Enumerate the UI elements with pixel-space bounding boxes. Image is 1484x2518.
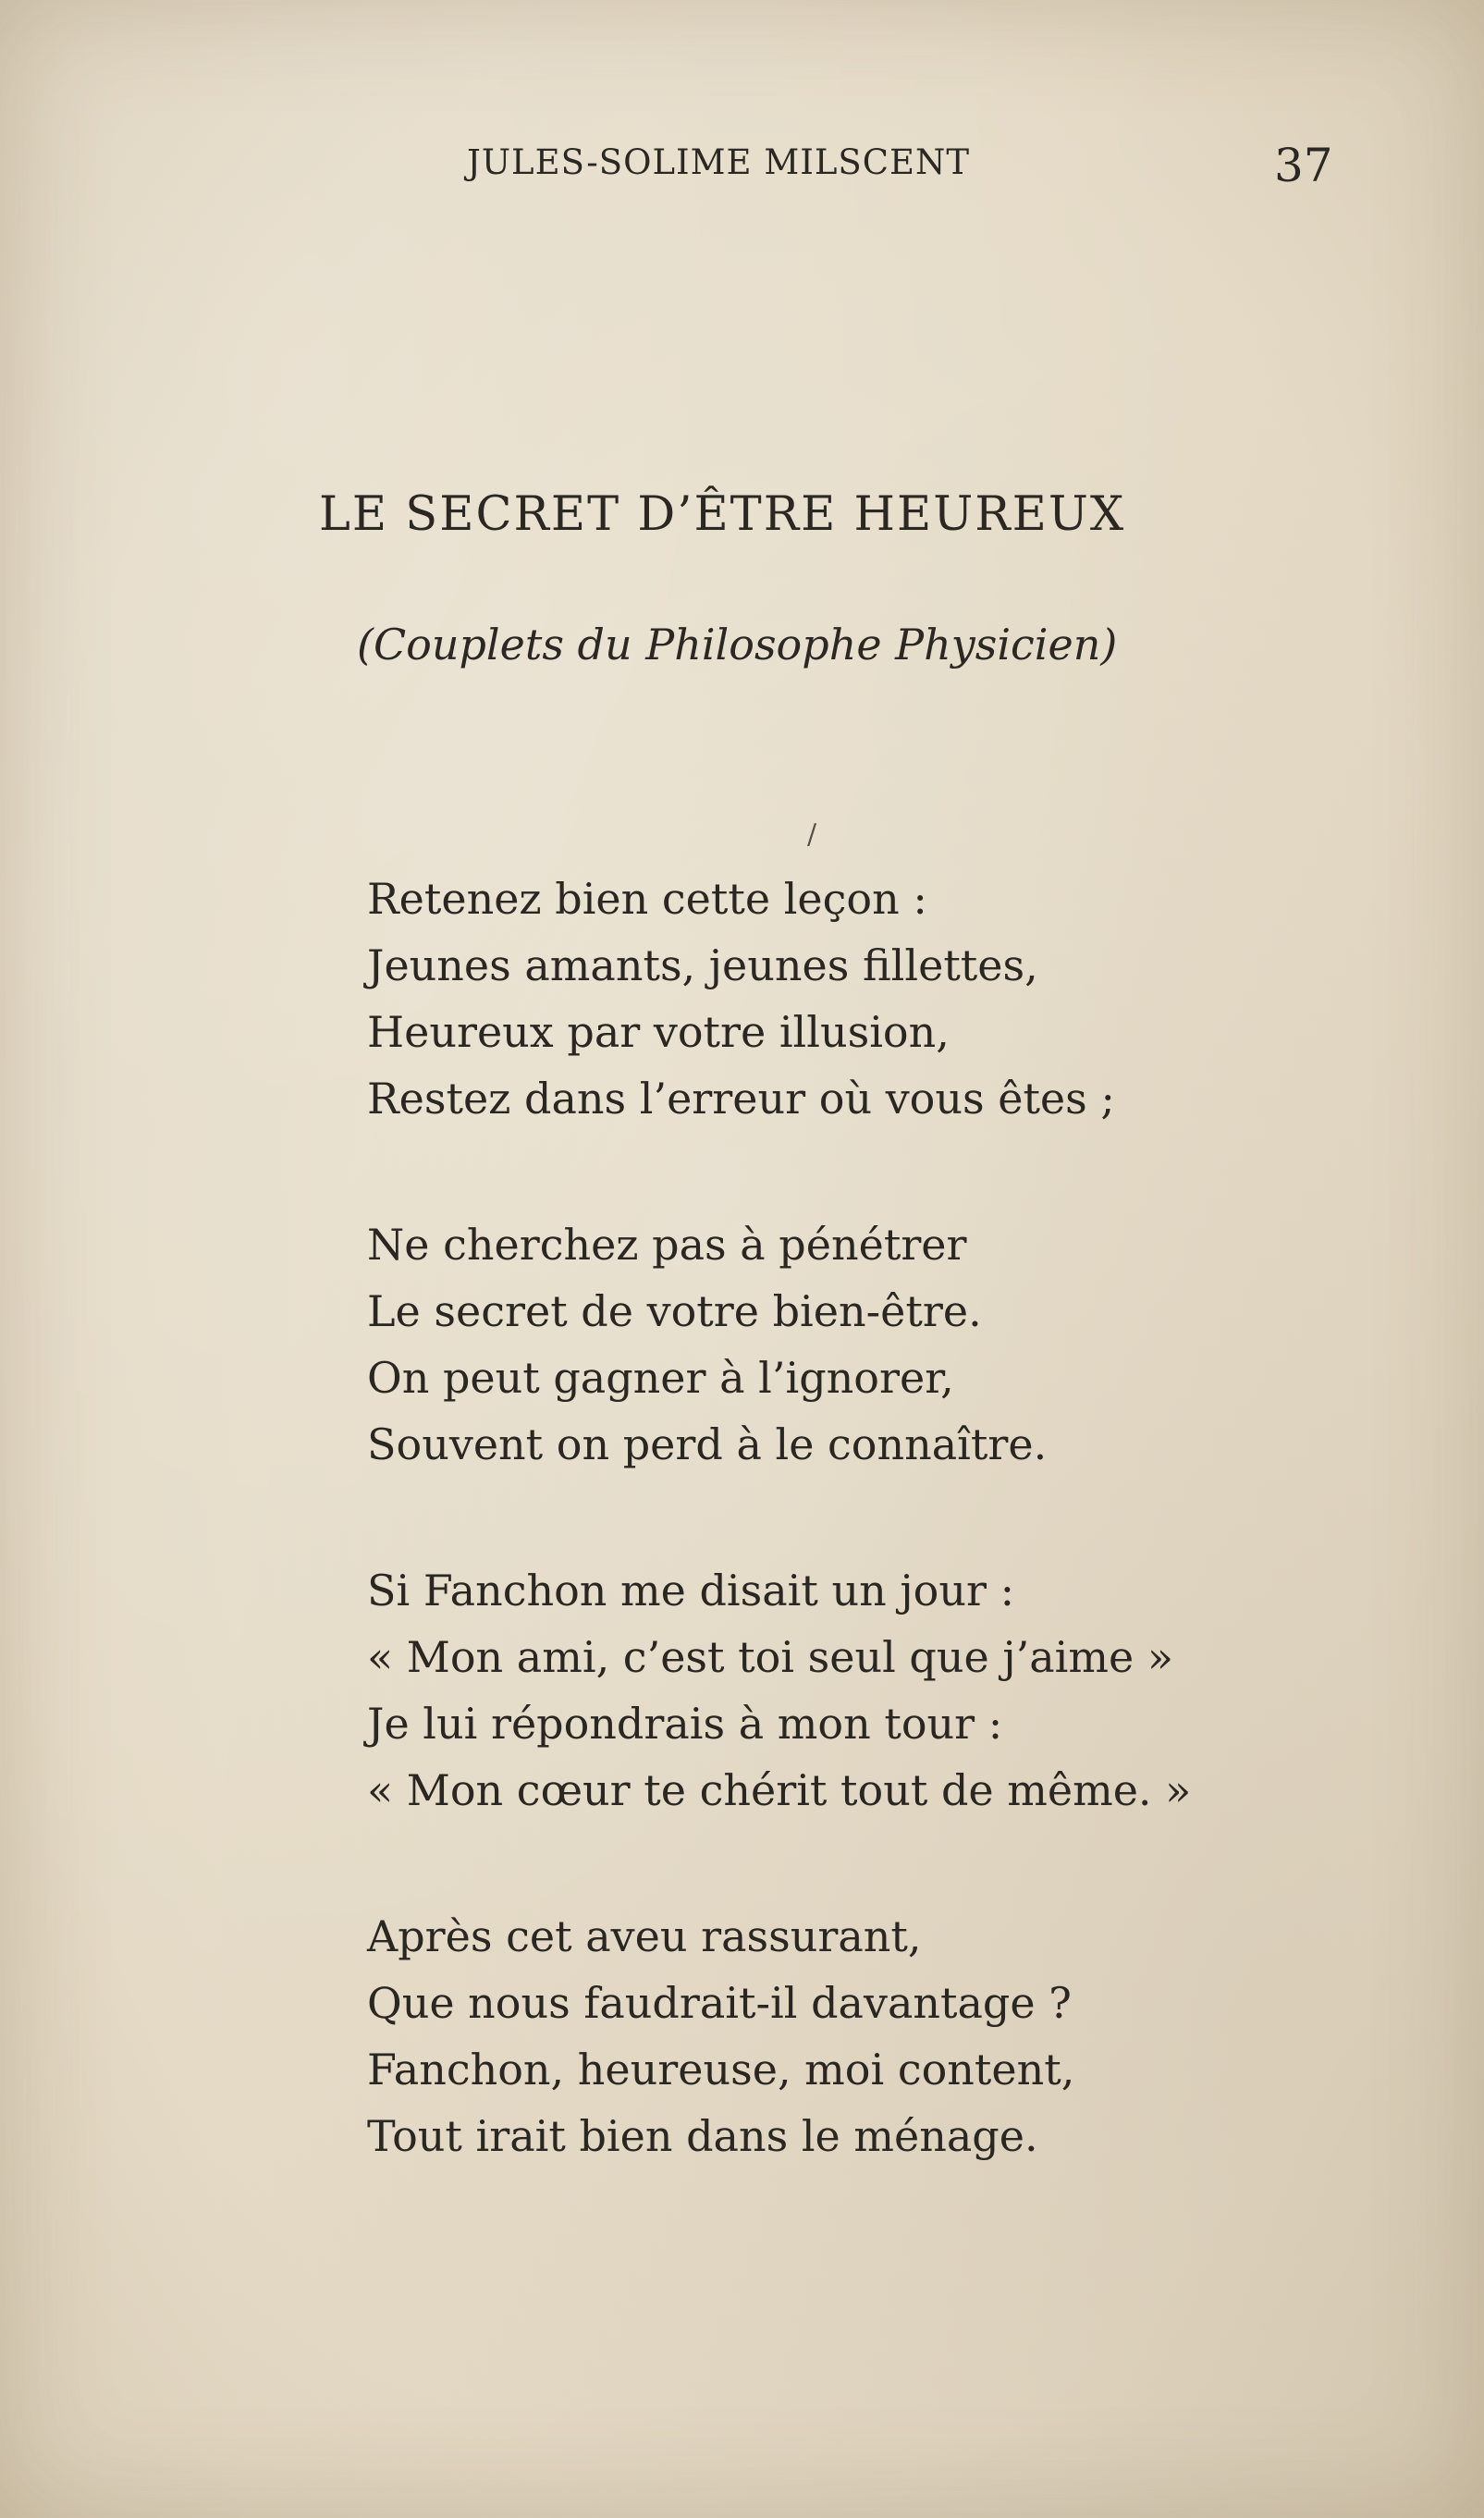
- verse-line: Après cet aveu rassurant,: [367, 1911, 922, 1961]
- verse-line: Le secret de votre bien-être.: [367, 1286, 982, 1336]
- verse-line: Retenez bien cette leçon :: [367, 874, 927, 924]
- verse-line: Souvent on perd à le connaître.: [367, 1419, 1048, 1469]
- stanza-1: [367, 866, 1338, 1132]
- verse-line: Je lui répondrais à mon tour :: [367, 1699, 1003, 1749]
- page-number: 37: [1274, 139, 1333, 192]
- stanza-2: [367, 1211, 1338, 1478]
- verse-line: Heureux par votre illusion,: [367, 1007, 950, 1057]
- section-mark: /: [807, 818, 817, 851]
- poem-subtitle: (Couplets du Philosophe Physicien): [357, 620, 1118, 669]
- verse-line: Ne cherchez pas à pénétrer: [367, 1220, 967, 1270]
- verse-line: On peut gagner à l’ignorer,: [367, 1353, 954, 1403]
- verse-line: « Mon ami, c’est toi seul que j’aime »: [367, 1632, 1173, 1682]
- running-head: JULES-SOLIME MILSCENT: [467, 142, 971, 182]
- stanza-3: [367, 1557, 1338, 1824]
- verse-line: Fanchon, heureuse, moi content,: [367, 2045, 1075, 2094]
- verse-line: Si Fanchon me disait un jour :: [367, 1566, 1015, 1615]
- stanza-4: [367, 1903, 1338, 2169]
- verse-line: « Mon cœur te chérit tout de même. »: [367, 1765, 1192, 1815]
- verse-line: Restez dans l’erreur où vous êtes ;: [367, 1074, 1115, 1124]
- poem-title: LE SECRET D’ÊTRE HEUREUX: [319, 487, 1126, 542]
- verse-line: Tout irait bien dans le ménage.: [367, 2111, 1038, 2161]
- verse-line: Que nous faudrait-il davantage ?: [367, 1978, 1072, 2028]
- verse-line: Jeunes amants, jeunes fillettes,: [367, 940, 1038, 990]
- poem-body: [367, 866, 1338, 2249]
